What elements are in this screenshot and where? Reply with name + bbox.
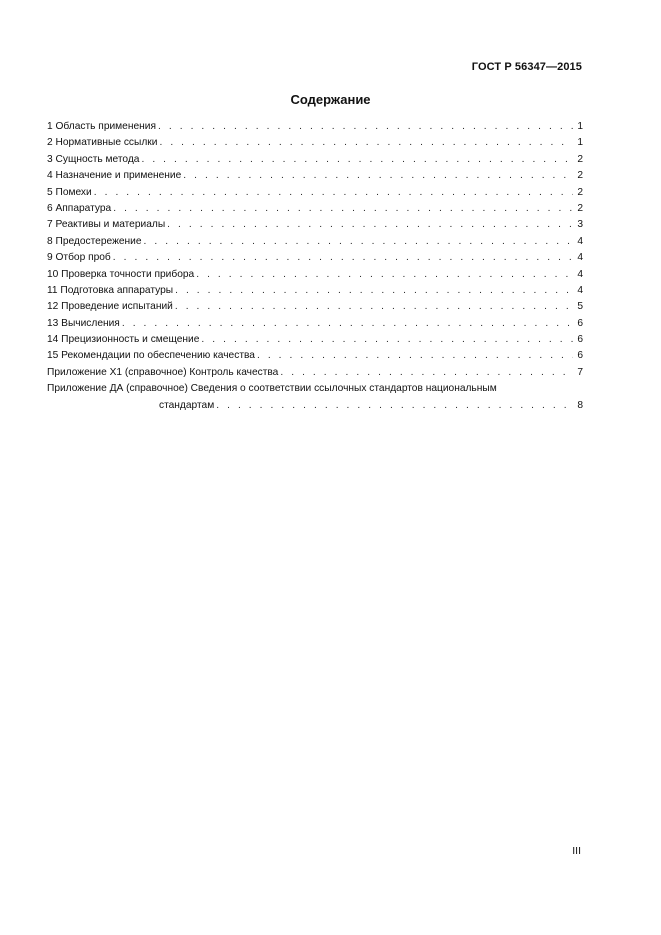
toc-entry[interactable] (47, 168, 583, 184)
toc-entry-label: 10 Проверка точности прибора (47, 268, 195, 280)
toc-entry-label-line2: стандартам (159, 399, 215, 411)
toc-entry-page: 1 (577, 137, 583, 149)
toc-entry[interactable] (47, 267, 583, 283)
toc-entry-label: 11 Подготовка аппаратуры (47, 284, 174, 296)
toc-entry[interactable] (47, 348, 583, 364)
toc-entry-page: 1 (577, 121, 583, 132)
toc-entry-appendix-da[interactable] (47, 381, 583, 397)
toc-entry-label: 15 Рекомендации по обеспечению качества (47, 350, 255, 362)
toc-leader-dots (111, 250, 574, 266)
toc-leader-dots (181, 168, 573, 184)
toc-entry-appendix-da-continuation[interactable] (47, 398, 583, 414)
toc-leader-dots (111, 201, 573, 217)
toc-entry-label: 1 Область применения (47, 121, 156, 132)
toc-entry-page: 4 (577, 235, 583, 247)
toc-entry-label: 2 Нормативные ссылки (47, 137, 158, 149)
toc-entry-label: 6 Аппаратура (47, 202, 112, 214)
toc-entry[interactable] (47, 217, 583, 233)
toc-entry[interactable] (47, 299, 583, 315)
toc-entry-page: 6 (577, 350, 583, 362)
toc-entry-label: 5 Помехи (47, 186, 92, 198)
toc-entry-label: Приложение Х1 (справочное) Контроль качества (47, 366, 279, 378)
toc-entry-label: 9 Отбор проб (47, 252, 111, 264)
toc-entry-label: 4 Назначение и применение (47, 170, 182, 182)
toc-entry-label: 8 Предостережение (47, 235, 142, 247)
toc-entry-page: 6 (577, 317, 583, 329)
toc-entry-label: 13 Вычисления (47, 317, 120, 329)
toc-leader-dots (214, 398, 573, 414)
toc-entry[interactable] (47, 234, 583, 250)
toc-entry[interactable] (47, 135, 583, 151)
toc-leader-dots (173, 283, 573, 299)
toc-entry[interactable] (47, 152, 583, 168)
page-number: III (572, 845, 581, 857)
toc-entry[interactable] (47, 283, 583, 299)
toc-entry[interactable] (47, 332, 583, 348)
toc-leader-dots (139, 152, 573, 168)
toc-leader-dots (255, 348, 573, 364)
toc-entry-page: 4 (577, 268, 583, 280)
toc-entry-page: 2 (577, 202, 583, 214)
toc-entry-label: 3 Сущность метода (47, 153, 140, 165)
toc-leader-dots (156, 119, 573, 135)
toc-leader-dots (92, 185, 574, 201)
toc-entry-page: 3 (577, 219, 583, 231)
toc-entry-page: 2 (577, 153, 583, 165)
toc-leader-dots (120, 316, 574, 332)
toc-entry-page: 2 (577, 170, 583, 182)
toc-leader-dots (157, 135, 573, 151)
toc-entry[interactable] (47, 250, 583, 266)
toc-leader-dots (165, 217, 573, 233)
toc-entry-page: 4 (577, 284, 583, 296)
document-code: ГОСТ Р 56347—2015 (471, 61, 582, 73)
toc-leader-dots (173, 299, 574, 315)
toc-entry[interactable] (47, 185, 583, 201)
toc-leader-dots (142, 234, 574, 250)
toc-entry-label: 7 Реактивы и материалы (47, 219, 166, 231)
toc-title: Содержание (290, 92, 371, 107)
toc-entry[interactable] (47, 316, 583, 332)
table-of-contents (47, 119, 583, 414)
toc-leader-dots (278, 365, 573, 381)
toc-entry[interactable] (47, 119, 583, 135)
toc-entry-label: 14 Прецизионность и смещение (47, 334, 200, 346)
toc-entry-label-line1: Приложение ДА (справочное) Сведения о соответствии ссылочных стандартов национальным (47, 383, 497, 395)
toc-entry-page: 7 (577, 366, 583, 378)
toc-leader-dots (199, 332, 573, 348)
toc-entry-page: 8 (577, 399, 583, 411)
toc-entry[interactable] (47, 365, 583, 381)
toc-leader-dots (194, 267, 573, 283)
toc-entry-page: 5 (577, 301, 583, 313)
toc-entry-page: 4 (577, 252, 583, 264)
toc-entry-page: 2 (577, 186, 583, 198)
toc-entry[interactable] (47, 201, 583, 217)
toc-entry-label: 12 Проведение испытаний (47, 301, 173, 313)
toc-entry-page: 6 (577, 334, 583, 346)
